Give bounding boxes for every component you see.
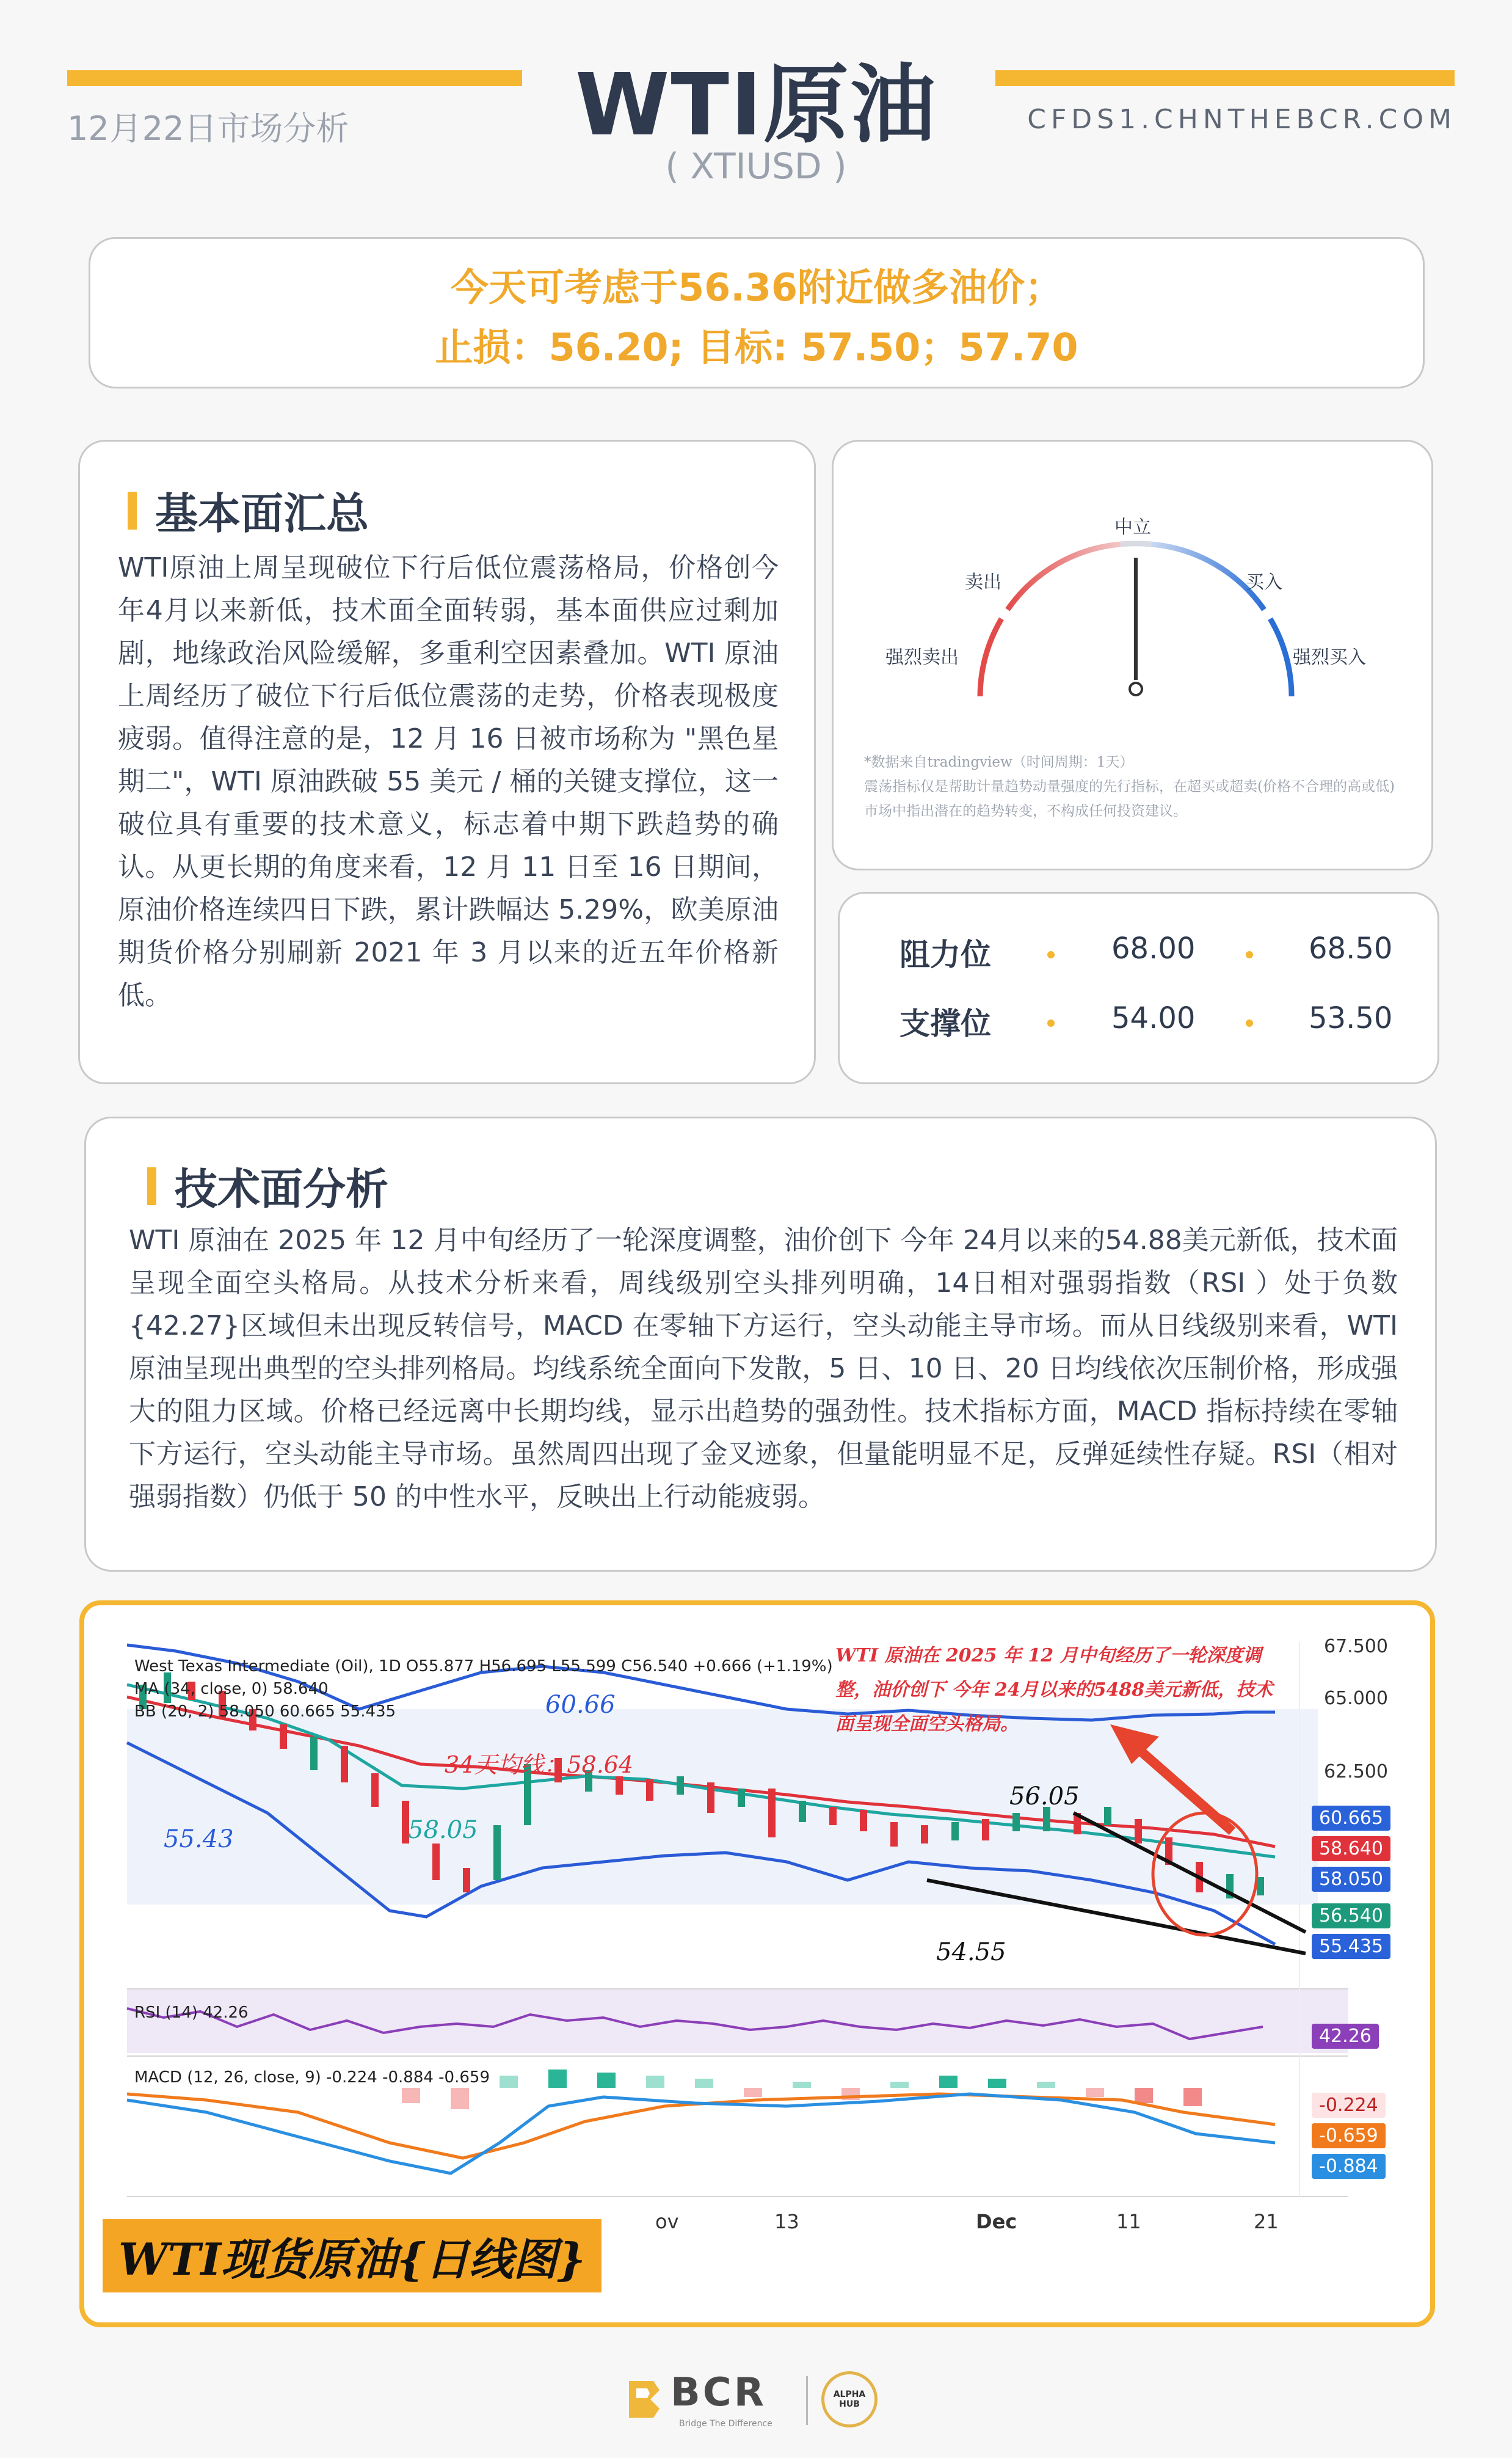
- gauge-note: *数据来自tradingview（时间周期：1天） 震荡指标仅是帮助计量趋势动量强度的先行指标，在超买或超卖(价格不合理的高或低) 市场中指出潜在的趋势转变，不构成任何投资建议。: [864, 754, 1395, 819]
- price-tick-1: 67.500: [1324, 1636, 1388, 1657]
- annotation-lower-left: 55.43: [164, 1825, 234, 1853]
- x-tick-3: Dec: [976, 2210, 1017, 2233]
- candle: [646, 1779, 653, 1801]
- rsi-pane: [127, 1989, 1348, 2053]
- gauge-label-strong-sell: 强烈卖出: [885, 647, 959, 668]
- annotation-mid: 58.05: [408, 1816, 478, 1844]
- signal-line-2: 止损：56.20; 目标: 57.50；57.70: [435, 325, 1078, 370]
- report-date: 12月22日市场分析: [67, 109, 349, 148]
- macd-tag-macd: -0.884: [1312, 2154, 1386, 2179]
- price-tick-3: 62.500: [1324, 1761, 1388, 1782]
- macd-tag-hist: -0.224: [1312, 2093, 1386, 2118]
- annotation-low: 54.55: [936, 1938, 1006, 1966]
- signal-box: [89, 237, 1425, 388]
- candle: [677, 1776, 684, 1795]
- gauge-arc-strong-sell: [980, 619, 1001, 696]
- candle: [860, 1810, 867, 1831]
- candle: [1104, 1807, 1111, 1825]
- title-marker: [147, 1167, 156, 1205]
- price-tag-ma: 58.640: [1312, 1836, 1390, 1861]
- candle: [799, 1801, 806, 1822]
- price-tag-close: 56.540: [1312, 1903, 1390, 1928]
- candle: [1012, 1813, 1020, 1831]
- chart-frame: [79, 1600, 1435, 2327]
- resistance-dot-2: [1246, 951, 1253, 958]
- footer-divider: [806, 2376, 808, 2425]
- chart-bb-line: BB (20, 2) 58.050 60.665 55.435: [134, 1702, 396, 1721]
- support-label: 支撑位: [900, 1006, 991, 1041]
- partner-name: ALPHA HUB: [833, 2390, 866, 2409]
- website-url: CFDS1.CHNTHEBCR.COM: [1027, 104, 1456, 135]
- x-tick-1: ov: [655, 2210, 679, 2233]
- macd-line: [127, 2094, 1275, 2173]
- page-title: WTI原油: [575, 56, 937, 155]
- candle: [463, 1868, 470, 1892]
- resistance-dot-1: [1047, 951, 1055, 958]
- technical-title-text: 技术面分析: [175, 1164, 388, 1214]
- candle: [1135, 1819, 1142, 1844]
- support-value-2: 53.50: [1309, 1001, 1393, 1035]
- price-tick-2: 65.000: [1324, 1688, 1388, 1709]
- candle: [982, 1819, 989, 1840]
- handwritten-note: WTI 原油在 2025 年 12 月中旬经历了一轮深度调整，油价创下 今年 24月以来的5488美元新低，技术面呈现全面空头格局。: [835, 1645, 1273, 1735]
- gauge-arc-sell: [1008, 544, 1121, 610]
- rsi-tag: 42.26: [1312, 2024, 1379, 2049]
- chart-caption: WTI现货原油{日线图}: [103, 2219, 602, 2292]
- chart-ma-line: MA (34, close, 0) 58.640: [134, 1680, 329, 1698]
- macd-tag-signal: -0.659: [1312, 2123, 1386, 2148]
- candle: [951, 1822, 959, 1840]
- signal-line-1: 今天可考虑于56.36附近做多油价；: [450, 265, 1063, 310]
- candle: [890, 1822, 898, 1847]
- macd-label: MACD (12, 26, close, 9) -0.224 -0.884 -0.659: [134, 2068, 490, 2087]
- price-tag-upper: 60.665: [1312, 1806, 1390, 1831]
- candle: [1043, 1807, 1050, 1831]
- candle: [738, 1789, 745, 1807]
- symbol-label: ( XTIUSD ): [665, 145, 847, 187]
- support-dot-1: [1047, 1019, 1055, 1027]
- candle: [768, 1789, 776, 1837]
- candle: [921, 1825, 928, 1844]
- gauge-pivot: [1130, 683, 1142, 695]
- candle: [493, 1825, 501, 1880]
- price-tag-lower: 55.435: [1312, 1934, 1390, 1959]
- gauge-label-neutral: 中立: [1114, 517, 1151, 538]
- candle: [707, 1782, 714, 1813]
- gauge-label-buy: 买入: [1246, 572, 1282, 593]
- resistance-value-2: 68.50: [1309, 932, 1393, 966]
- footer-logo: [623, 2364, 892, 2437]
- fundamentals-title: [128, 480, 369, 541]
- gauge-label-strong-buy: 强烈买入: [1293, 647, 1366, 668]
- x-tick-2: 13: [774, 2210, 799, 2233]
- brand-tagline: Bridge The Difference: [679, 2419, 772, 2429]
- candle: [310, 1737, 318, 1770]
- gauge-label-sell: 卖出: [965, 572, 1001, 593]
- candle: [280, 1724, 287, 1749]
- alpha-hub-badge: [821, 2371, 878, 2427]
- resistance-value-1: 68.00: [1111, 932, 1196, 966]
- resistance-label: 阻力位: [900, 937, 991, 972]
- technical-text: WTI 原油在 2025 年 12 月中旬经历了一轮深度调整，油价创下 今年 24月以来的54.88美元新低，技术面呈现全面空头格局。从技术分析来看，周线级别空头排列明确，14日相对强弱指数（RSI ）处于负数{42.27}区域但未出现反转信号，MACD 在零轴下方运行，空头动能主导市场。而从日线级别来看，WTI 原油呈现出典型的空头排列格局。均线系统全面向下发散，5 日、10 日、20 日均线依次压制价格，形成强大的阻力区域。价格已经远离中长期均线，显示出趋势的强劲性。技术指标方面，MACD 指标持续在零轴下方运行，空头动能主导市场。虽然周四出现了金叉迹象，但量能明显不足，反弹延续性存疑。RSI（相对强弱指数）仍低于 50 的中性水平，反映出上行动能疲弱。: [129, 1225, 1398, 1512]
- x-tick-5: 21: [1254, 2210, 1279, 2233]
- support-dot-2: [1246, 1019, 1253, 1027]
- support-value-1: 54.00: [1111, 1001, 1196, 1035]
- candle: [432, 1844, 440, 1880]
- fundamentals-title-text: 基本面汇总: [155, 489, 369, 539]
- technical-card: [84, 1117, 1437, 1572]
- gauge-arc-strong-buy: [1270, 619, 1292, 696]
- bcr-logo-icon: [623, 2375, 666, 2424]
- gauge-card: [832, 440, 1433, 870]
- chart-header-line: West Texas Intermediate (Oil), 1D O55.877 H56.695 L55.599 C56.540 +0.666 (+1.19%): [134, 1657, 833, 1676]
- rsi-label: RSI (14) 42.26: [134, 2004, 249, 2022]
- levels-card: [838, 892, 1439, 1084]
- annotation-ma: 34天均线：58.64: [445, 1751, 634, 1778]
- x-tick-4: 11: [1116, 2210, 1141, 2233]
- annotation-high: 56.05: [1009, 1782, 1080, 1811]
- technical-title: [147, 1155, 388, 1217]
- candle: [371, 1773, 379, 1807]
- price-tag-mid: 58.050: [1312, 1867, 1390, 1892]
- candle: [341, 1746, 348, 1782]
- fundamentals-text: WTI原油上周呈现破位下行后低位震荡格局，价格创今年4月以来新低，技术面全面转弱，基本面供应过剩加剧，地缘政治风险缓解，多重利空因素叠加。WTI 原油上周经历了破位下行后低位震荡的走势，价格表现极度疲弱。值得注意的是，12 月 16 日被市场称为 "黑色星期二"，WTI 原油跌破 55 美元 / 桶的关键支撑位，这一破位具有重要的技术意义，标志着中期下跌趋势的确认。从更长期的角度来看，12 月 11 日至 16 日期间，原油价格连续四日下跌，累计跌幅达 5.29%，欧美原油期货价格分别刷新 2021 年 3 月以来的近五年价格新低。: [118, 552, 779, 1011]
- annotation-upper: 60.66: [545, 1691, 616, 1719]
- title-marker: [128, 492, 137, 530]
- brand-name: BCR: [671, 2370, 767, 2415]
- candle: [829, 1807, 837, 1825]
- fundamentals-card: [78, 440, 816, 1084]
